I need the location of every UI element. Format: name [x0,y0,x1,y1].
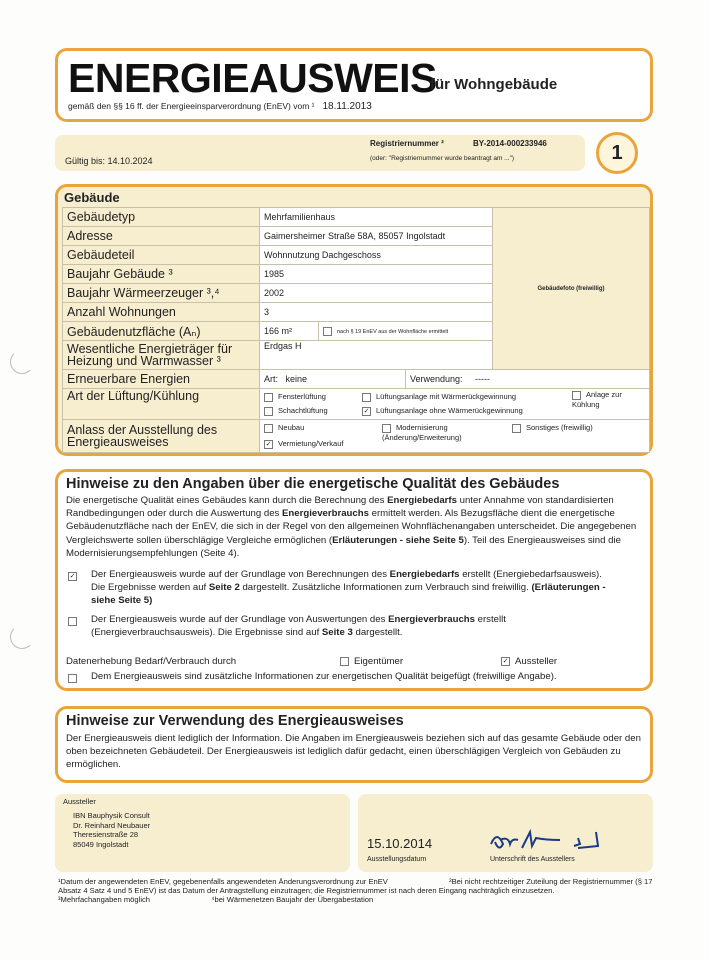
footnote-4: ⁴bei Wärmenetzen Baujahr der Übergabestation [211,895,374,904]
signature-label: Unterschrift des Ausstellers [490,856,575,863]
usage-text: Der Energieausweis dient lediglich der Information. Die Angaben im Energieausweis beziehen sich auf das gesamte Gebäude oder den oben bezeichneten Gebäudeteil. Der Energieausweis ist lediglich dafür gedacht, einen überschlägigen Vergleich von Gebäuden zu ermöglichen. [66,733,641,771]
demand-checkbox[interactable]: ✓ [69,573,76,580]
footnote-2: ²Bei nicht rechtzeitiger Zuteilung der Registriernummer (§ 17 Absatz 4 Satz 4 und 5 EnEV) ist das Datum der Antragstellung einzutragen; die Registriernummer ist nach deren Eingang nachträglich einzusetzen. [58,877,653,895]
footnotes [58,877,658,904]
row-label: Gebäudetyp [63,208,260,227]
registration-number: BY-2014-000233946 [473,139,547,148]
use-label: Verwendung: [409,374,463,384]
document-title: ENERGIEAUSWEIS [68,55,437,101]
energy-carrier-value: Erdgas H [260,341,493,370]
renewable-type [260,370,406,389]
data-collection-label: Datenerhebung Bedarf/Verbrauch durch [66,656,237,667]
issuer-option[interactable]: ✓ Aussteller [502,656,558,667]
note-text: nach § 19 EnEV aus der Wohnfläche ermittelt [337,328,449,335]
usage-heading: Hinweise zur Verwendung des Energieausweises [66,713,404,729]
checkbox[interactable] [323,327,332,336]
floor-area-value: 166 m² [260,322,319,341]
row-label: Gebäudenutzfläche (Aₙ) [63,322,260,341]
issuer-address: IBN Bauphysik Consult Dr. Reinhard Neubauer Theresienstraße 28 85049 Ingolstadt [73,811,151,849]
art-label: Art: [264,374,279,384]
reason-options [260,420,650,453]
table-row [63,420,650,453]
building-type-value: Mehrfamilienhaus [260,208,493,227]
apartments-value: 3 [260,303,493,322]
quality-section [55,469,653,691]
ventilation-options [260,389,650,420]
row-label: Erneuerbare Energien [63,370,260,389]
row-label: Wesentliche Energieträger für Heizung und Warmwasser ³ [63,341,260,370]
option-no-heat-recovery[interactable]: ✓ Lüftungsanlage ohne Wärmerückgewinnung [363,406,523,415]
registration-label: Registriernummer ² [370,139,444,148]
extra-info-checkbox[interactable] [68,674,77,683]
registration-note: (oder: "Registriernummer wurde beantragt am ...") [370,155,515,162]
option-window[interactable]: Fensterlüftung [264,392,326,402]
building-section [55,184,653,456]
header-box [55,48,653,122]
option-shaft[interactable]: Schachtlüftung [264,406,328,416]
row-label: Art der Lüftung/Kühlung [63,389,260,420]
extra-info-text: Dem Energieausweis sind zusätzliche Informationen zur energetischen Qualität beigefügt (freiwillige Angabe). [91,671,557,682]
table-row [63,370,650,389]
floor-area-note [319,322,493,341]
signature [486,826,636,856]
option-rental-sale[interactable]: ✓ Vermietung/Verkauf [265,439,344,448]
option-cooling[interactable]: Anlage zur Kühlung [572,390,622,409]
issuer-label: Aussteller [63,797,96,806]
construction-year-value: 1985 [260,265,493,284]
quality-intro: Die energetische Qualität eines Gebäudes kann durch die Berechnung des Energiebedarfs unter Annahme von standardisierten Randbedingungen oder durch die Auswertung des Energieverbrauchs ermittelt werden. Als Bezugsfläche dient die energetische Gebäudenutzfläche nach der EnEV, die sich in der Regel von den allgemeinen Wohnflächenangaben unterscheidet. Die angegebenen Vergleichswerte sollen überschlägige Vergleiche ermöglichen (Erläuterungen - siehe Seite 5). Teil des Energieausweises sind die Modernisierungsempfehlungen (Seite 4). [66,495,637,559]
option-other[interactable]: Sonstiges (freiwillig) [512,423,593,433]
row-label: Gebäudeteil [63,246,260,265]
demand-option-text: Der Energieausweis wurde auf der Grundlage von Berechnungen des Energiebedarfs erstellt (Energiebedarfsausweis). Die Ergebnisse werden auf Seite 2 dargestellt. Zusätzliche Informationen zum Verbrauch sind freiwillig. (Erläuterungen - siehe Seite 5) [91,569,606,607]
issue-date-label: Ausstellungsdatum [367,856,427,863]
building-table [62,207,650,453]
table-row [63,389,650,420]
renewable-use [405,370,649,389]
use-value: ----- [475,374,491,384]
footnote-3: ³Mehrfachangaben möglich [58,895,151,904]
punch-hole [10,350,34,374]
consumption-option-text: Der Energieausweis wurde auf der Grundlage von Auswertungen des Energieverbrauchs erstellt (Energieverbrauchsausweis). Die Ergebnisse sind auf Seite 3 dargestellt. [91,614,506,639]
photo-label: Gebäudefoto (freiwillig) [537,285,605,292]
heater-year-value: 2002 [260,284,493,303]
address-value: Gaimersheimer Straße 58A, 85057 Ingolstadt [260,227,493,246]
art-value: keine [285,374,308,384]
issue-date: 15.10.2014 [367,836,433,851]
registration-band [55,135,585,171]
usage-section [55,706,653,783]
row-label: Baujahr Gebäude ³ [63,265,260,284]
row-label: Anzahl Wohnungen [63,303,260,322]
row-label: Baujahr Wärmeerzeuger ³,⁴ [63,284,260,303]
enev-reference [68,101,372,112]
document-subtitle: für Wohngebäude [430,76,558,93]
valid-until: Gültig bis: 14.10.2024 [65,156,153,166]
enev-date: 18.11.2013 [322,101,372,112]
punch-hole [10,625,34,649]
table-row [63,208,650,227]
enev-text: gemäß den §§ 16 ff. der Energieeinsparverordnung (EnEV) vom ¹ [68,101,315,111]
footnote-1: ¹Datum der angewendeten EnEV, gegebenenfalls angewendeten Änderungsverordnung zur EnEV [58,877,388,886]
option-new-build[interactable]: Neubau [264,423,304,433]
option-modernisation[interactable]: Modernisierung (Änderung/Erweiterung) [382,423,462,442]
building-photo-placeholder [493,208,650,370]
row-label: Anlass der Ausstellung des Energieausweises [63,420,260,453]
signature-box [358,794,653,872]
quality-heading: Hinweise zu den Angaben über die energetische Qualität des Gebäudes [66,476,560,492]
row-label: Adresse [63,227,260,246]
owner-option[interactable]: Eigentümer [340,655,403,668]
building-part-value: Wohnnutzung Dachgeschoss [260,246,493,265]
consumption-checkbox[interactable] [68,617,77,626]
option-heat-recovery[interactable]: Lüftungsanlage mit Wärmerückgewinnung [362,392,516,402]
page-number-badge: 1 [596,132,638,174]
issuer-box [55,794,350,872]
building-heading: Gebäude [64,190,120,205]
